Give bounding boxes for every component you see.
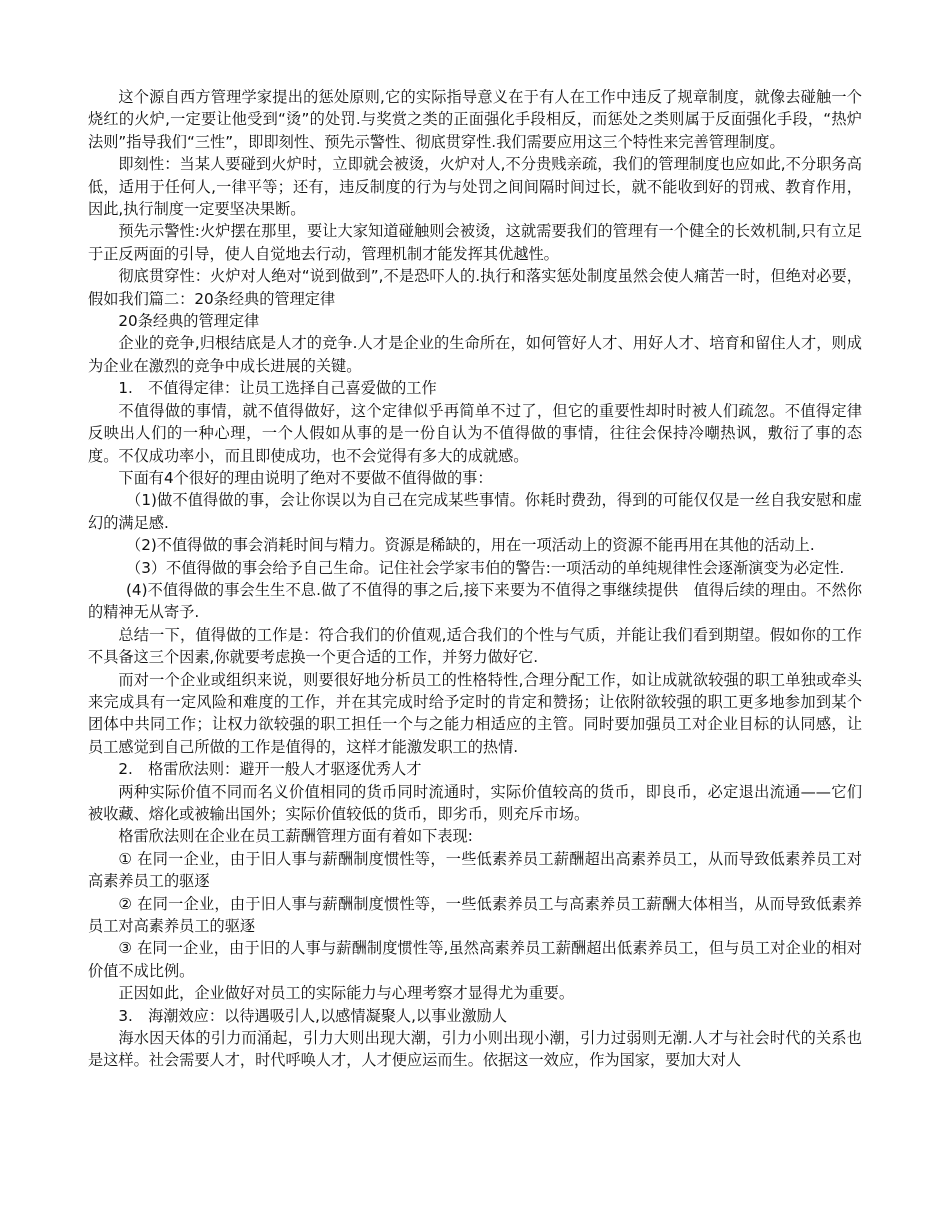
paragraph-consistency: 彻底贯穿性：火炉对人绝对“说到做到”,不是恐吓人的.执行和落实惩处制度虽然会使人痛苦一时，但绝对必要，假如我们篇二：20条经典的管理定律 [88,267,862,308]
list-item-gresham-3: ③ 在同一企业，由于旧的人事与薪酬制度惯性等,虽然高素养员工薪酬超出低素养员工，但与员工对企业的相对价值不成比例。 [88,939,862,980]
list-item-reason-1: （1)做不值得做的事，会让你误以为自己在完成某些事情。你耗时费劲，得到的可能仅仅是一丝自我安慰和虚幻的满足感. [88,491,862,532]
heading-law-3: 3. 海潮效应：以待遇吸引人,以感情凝聚人,以事业激励人 [118,1006,508,1025]
paragraph-summary: 总结一下，值得做的工作是：符合我们的价值观,适合我们的个性与气质，并能让我们看到期望。假如你的工作不具备这三个因素,你就要考虑换一个更合适的工作，并努力做好它. [88,625,862,667]
paragraph-warning: 预先示警性:火炉摆在那里，要让大家知道碰触则会被烫，这就需要我们的管理有一个健全的长效机制,只有立足于正反两面的引导，使人自觉地去行动，管理机制才能发挥其优越性。 [88,222,862,263]
paragraph-gresham-manifest: 格雷欣法则在企业在员工薪酬管理方面有着如下表现: [118,827,473,846]
heading-law-1: 1. 不值得定律：让员工选择自己喜爱做的工作 [118,379,437,398]
list-item-reason-2: （2)不值得做的事会消耗时间与精力。资源是稀缺的，用在一项活动上的资源不能再用在其他的活动上. [126,536,815,555]
paragraph-tide: 海水因天体的引力而涌起，引力大则出现大潮，引力小则出现小潮，引力过弱则无潮.人才与社会时代的关系也是这样。社会需要人才，时代呼唤人才，人才便应运而生。依据这一效应，作为国家，要加大对人 [88,1029,862,1070]
paragraph-competition: 企业的竞争,归根结底是人才的竞争.人才是企业的生命所在，如何管好人才、用好人才、培育和留住人才，则成为企业在激烈的竞争中成长进展的关键。 [88,334,862,375]
paragraph-gresham: 两种实际价值不同而名义价值相同的货币同时流通时，实际价值较高的货币，即良币，必定退出流通——它们被收藏、熔化或被输出国外；实际价值较低的货币，即劣币，则充斥市场。 [88,782,862,823]
paragraph-gresham-conclusion: 正因如此，企业做好对员工的实际能力与心理考察才显得尤为重要。 [118,984,575,1003]
paragraph-hot-stove-intro: 这个源自西方管理学家提出的惩处原则,它的实际指导意义在于有人在工作中违反了规章制度，就像去碰触一个烧红的火炉,一定要让他受到“烫”的处罚.与奖赏之类的正面强化手段相反，而惩处之类则属于反面强化手段，“热炉法则”指导我们“三性”，即即刻性、预先示警性、彻底贯穿性.我们需要应用这三个特性来完善管理制度。 [88,88,862,151]
paragraph-immediacy: 即刻性：当某人要碰到火炉时，立即就会被烫，火炉对人,不分贵贱亲疏，我们的管理制度也应如此,不分职务高低，适用于任何人,一律平等；还有，违反制度的行为与处罚之间间隔时间过长，就不能收到好的罚戒、教育作用，因此,执行制度一定要坚决果断。 [88,155,862,219]
paragraph-four-reasons: 下面有4个很好的理由说明了绝对不要做不值得做的事： [118,468,493,487]
section-title: 20条经典的管理定律 [118,312,260,331]
list-item-reason-3: （3）不值得做的事会给予自己生命。记住社会学家韦伯的警告:一项活动的单纯规律性会逐渐演变为必定性. [126,558,845,577]
list-item-reason-4: (4)不值得做的事会生生不息.做了不值得的事之后,接下来要为不值得之事继续提供 值得后续的理由。不然你的精神无从寄予. [88,580,862,622]
list-item-gresham-2: ② 在同一企业，由于旧人事与薪酬制度惯性等，一些低素养员工与高素养员工薪酬大体相当，从而导致低素养员工对高素养员工的驱逐 [88,894,862,936]
paragraph-organization: 而对一个企业或组织来说，则要很好地分析员工的性格特性,合理分配工作，如让成就欲较强的职工单独或牵头来完成具有一定风险和难度的工作，并在其完成时给予定时的肯定和赞扬；让依附欲较强的职工更多地参加到某个团体中共同工作；让权力欲较强的职工担任一个与之能力相适应的主管。同时要加强员工对企业目标的认同感，让员工感觉到自己所做的工作是值得的，这样才能激发职工的热情. [88,670,862,756]
document-page [88,86,862,1072]
heading-law-2: 2. 格雷欣法则：避开一般人才驱逐优秀人才 [118,760,422,779]
paragraph-not-worth: 不值得做的事情，就不值得做好，这个定律似乎再简单不过了，但它的重要性却时时被人们疏忽。不值得定律反映出人们的一种心理，一个人假如从事的是一份自认为不值得做的事情，往往会保持冷嘲热讽，敷衍了事的态度。不仅成功率小，而且即使成功，也不会觉得有多大的成就感。 [88,401,862,465]
list-item-gresham-1: ① 在同一企业，由于旧人事与薪酬制度惯性等，一些低素养员工薪酬超出高素养员工，从而导致低素养员工对高素养员工的驱逐 [88,849,862,891]
